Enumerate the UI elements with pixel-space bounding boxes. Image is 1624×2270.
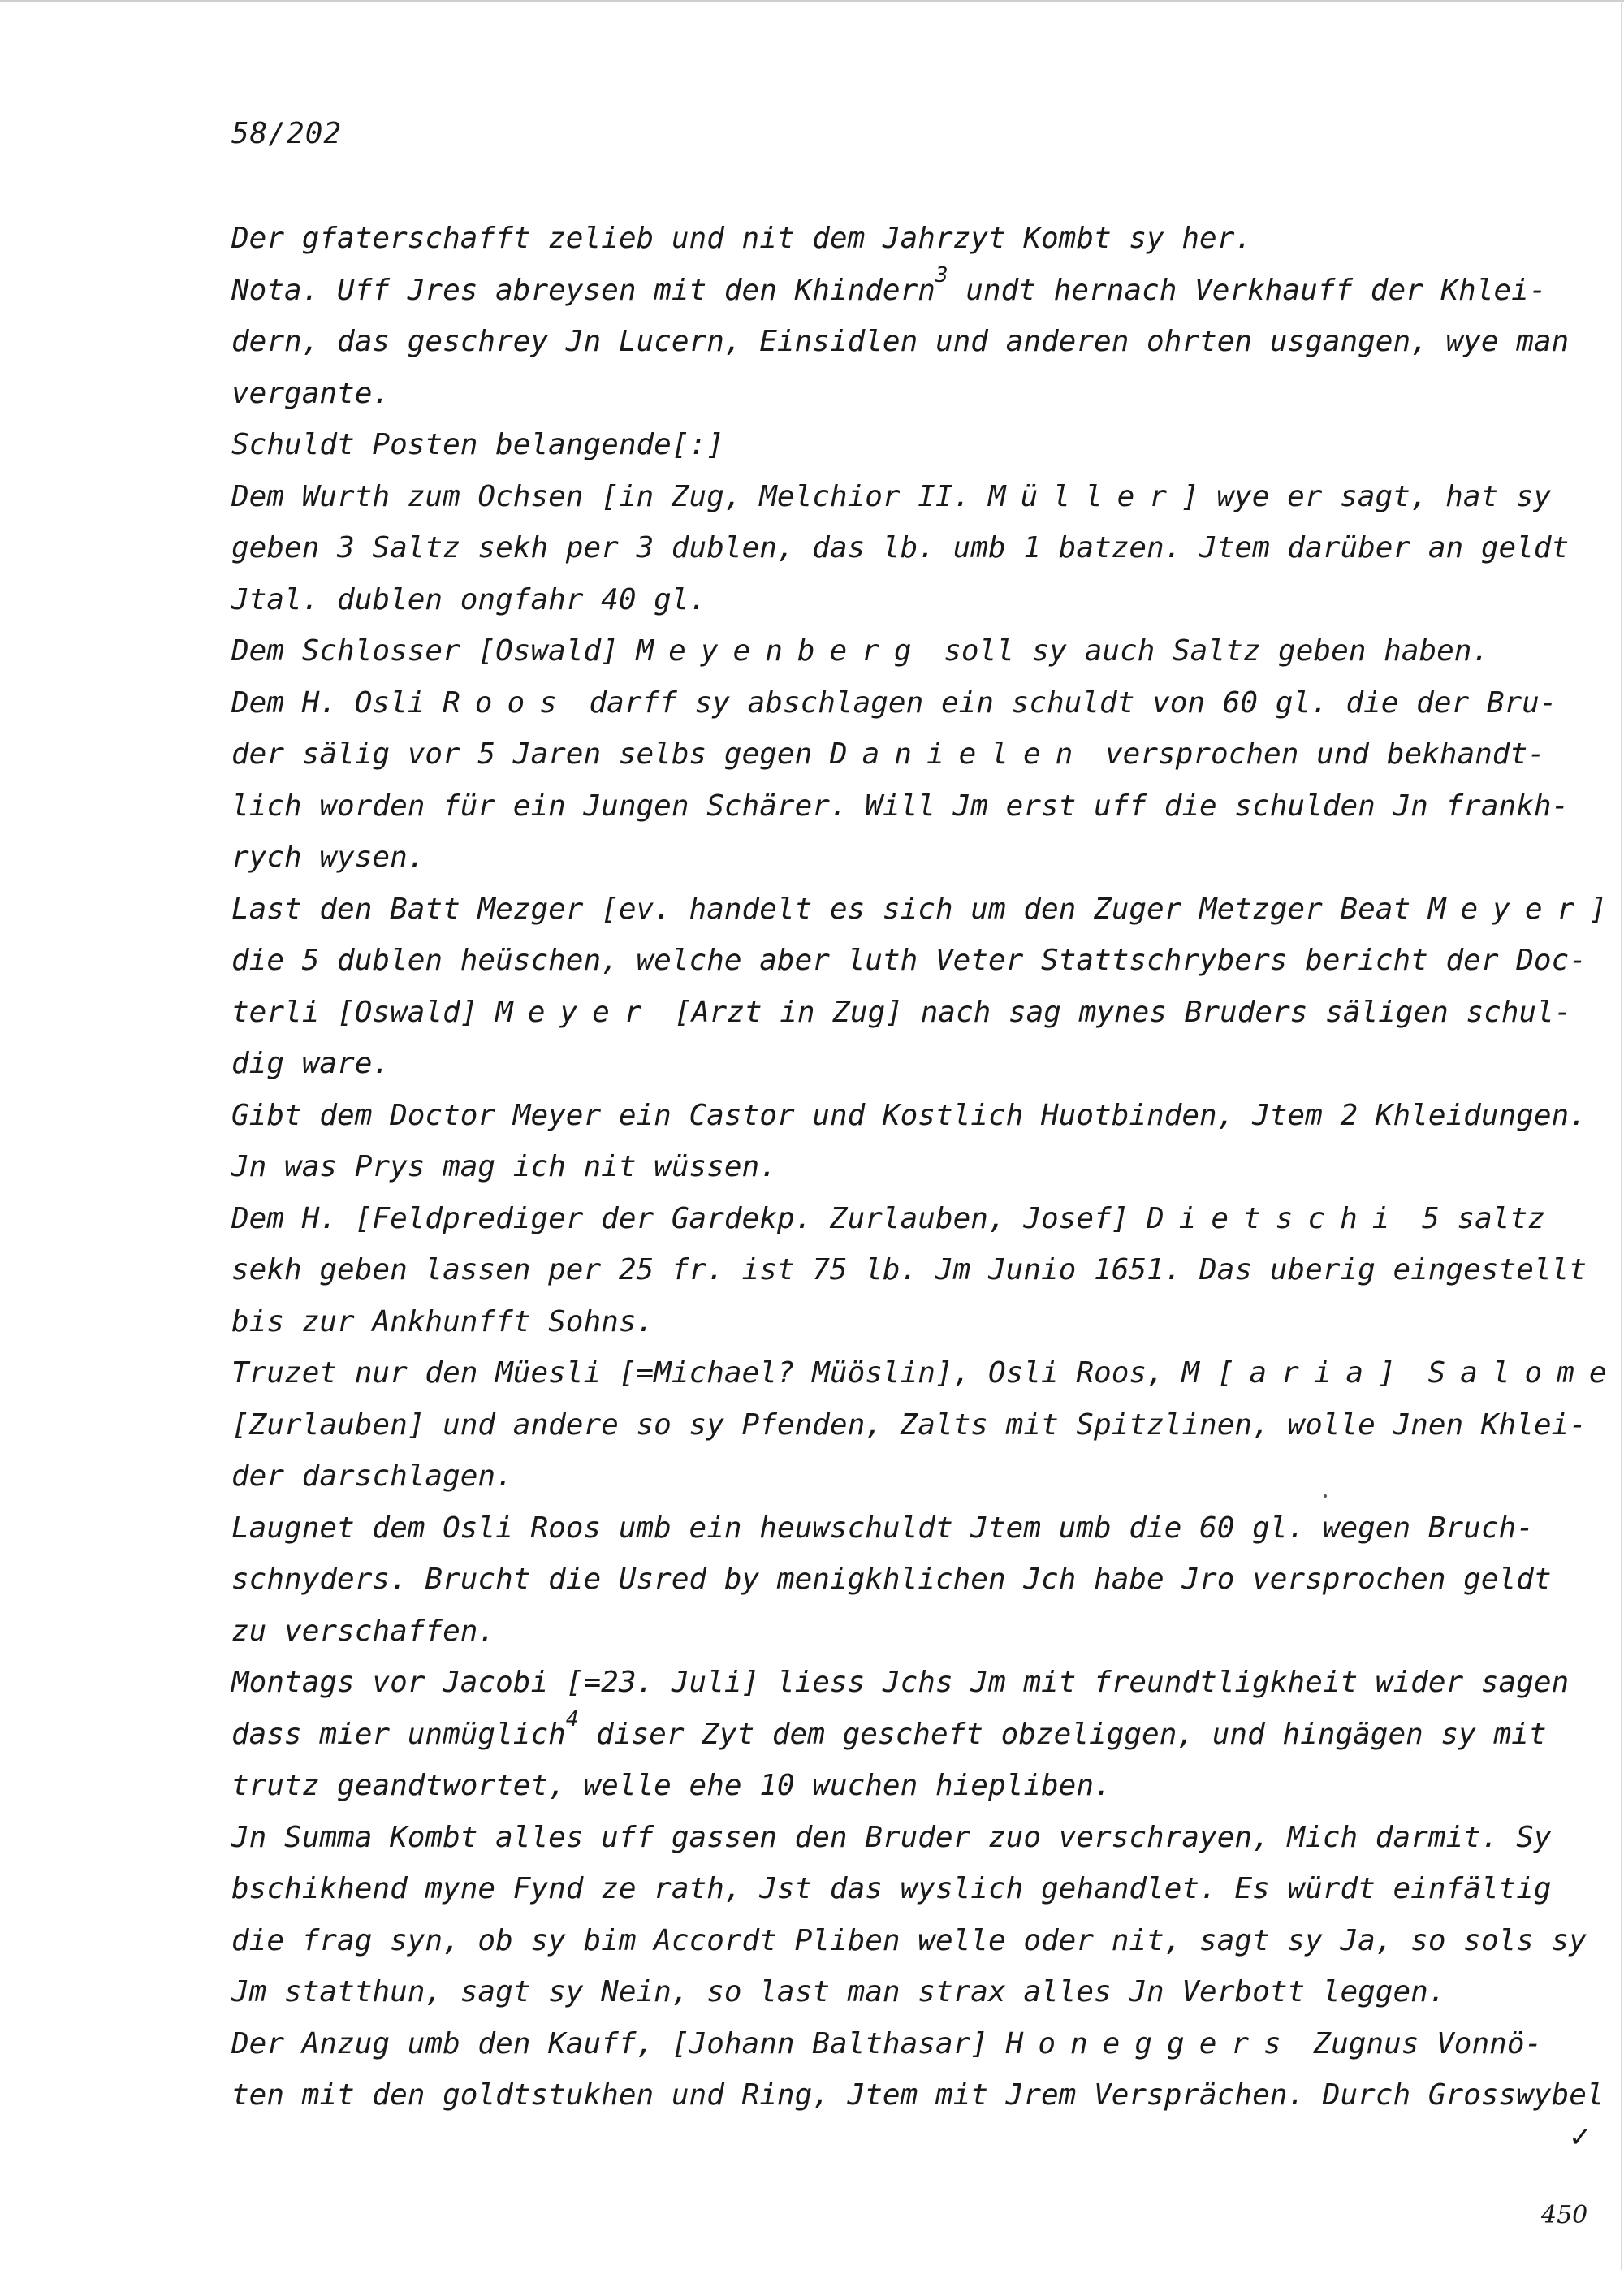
text-run: Truzet nur den Müesli [=Michael? Müöslin], Osli Roos, M [231, 1356, 1217, 1390]
spaced-name: Salome [1427, 1356, 1622, 1390]
text-run: dern, das geschrey Jn Lucern, Einsidlen und anderen ohrten usgangen, wye man [231, 325, 1570, 358]
text-line [231, 987, 1572, 1039]
text-line [231, 884, 1607, 936]
text-line [231, 1296, 1531, 1348]
text-run: ] wye er sagt, hat sy [1181, 479, 1552, 513]
text-line [231, 2018, 1543, 2070]
text-line [231, 1657, 1570, 1709]
spaced-name: Dietschi [1147, 1201, 1405, 1235]
text-line [231, 1503, 1534, 1554]
text-run: terli [Oswald] [231, 995, 496, 1029]
text-line [231, 1347, 1622, 1399]
handwritten-folio-number: 450 [1541, 2201, 1588, 2229]
text-run: Schuldt Posten belangende[:] [231, 428, 724, 461]
page-number: 58/202 [231, 117, 343, 150]
text-line [231, 1554, 1552, 1606]
text-run: Gibt dem Doctor Meyer ein Castor und Kostlich Huotbinden, Jtem 2 Khleidungen. [231, 1098, 1587, 1132]
text-run: der darschlagen. [231, 1459, 513, 1493]
text-run: [Zurlauben] und andere so sy Pfenden, Zalts mit Spitzlinen, wolle Jnen Khlei- [231, 1407, 1587, 1442]
text-line [231, 1760, 1531, 1812]
text-run: geben 3 Saltz sekh per 3 dublen, das lb. umb 1 batzen. Jtem darüber an geldt [231, 531, 1570, 564]
text-line [231, 316, 1570, 368]
text-run: Dem Wurth zum Ochsen [in Zug, Melchior II. [231, 479, 988, 513]
text-run: Laugnet dem Osli Roos umb ein heuwschuldt Jtem umb die 60 gl. wegen Bruch- [231, 1511, 1534, 1545]
text-line [231, 213, 1531, 265]
spaced-name: Honeggers [1005, 2026, 1296, 2060]
text-run: Der Anzug umb den Kauff, [Johann Balthasar] [231, 2026, 1006, 2060]
text-line [231, 574, 1531, 626]
text-run: bis zur Ankhunfft Sohns. [231, 1304, 654, 1338]
text-line [231, 1451, 1531, 1503]
text-run: Last den Batt Mezger [ev. handelt es sich um den Zuger Metzger Beat [231, 892, 1428, 926]
text-run: sekh geben lassen per 25 fr. ist 75 lb. Jm Junio 1651. Das uberig eingestellt [231, 1253, 1587, 1286]
text-run: 5 saltz [1404, 1201, 1545, 1235]
text-run: die frag syn, ob sy bim Accordt Pliben welle oder nit, sagt sy Ja, so sols sy [231, 1923, 1587, 1957]
text-run: Dem H. Osli [231, 685, 443, 720]
text-run: ten mit den goldtstukhen und Ring, Jtem mit Jrem Versprächen. Durch Grosswybel [231, 2078, 1605, 2112]
text-run: der sälig vor 5 Jaren selbs gegen [231, 737, 830, 771]
page-top-edge [0, 0, 1624, 2]
text-run: Montags vor Jacobi [=23. Juli] liess Jchs Jm mit freundtligkheit wider sagen [231, 1666, 1570, 1699]
handwritten-check-mark: ✓ [1569, 2121, 1592, 2154]
text-run: die 5 dublen heüschen, welche aber luth Veter Stattschrybers bericht der Doc- [231, 944, 1587, 977]
text-run: darff sy abschlagen ein schuldt von 60 gl. die der Bru- [571, 685, 1557, 720]
page-right-edge [1621, 0, 1622, 2270]
text-line [231, 1812, 1552, 1864]
text-line [231, 1966, 1531, 2018]
text-run: lich worden für ein Jungen Schärer. Will Jm erst uff die schulden Jn frankh- [231, 789, 1570, 823]
text-run: Dem H. [Feldprediger der Gardekp. Zurlauben, Josef] [231, 1201, 1147, 1235]
spaced-name: Meyer [495, 995, 657, 1029]
text-line [231, 677, 1557, 729]
text-run: vergante. [231, 376, 391, 410]
text-run: Der gfaterschafft zelieb und nit dem Jahrzyt Kombt sy her. [231, 222, 1253, 255]
text-run: bschikhend myne Fynd ze rath, Jst das wyslich gehandlet. Es würdt einfältig [231, 1872, 1552, 1905]
footnote-marker: 3 [935, 262, 948, 288]
text-run: zu verschaffen. [231, 1614, 496, 1648]
text-run: Jm statthun, sagt sy Nein, so last man strax alles Jn Verbott leggen. [231, 1975, 1446, 2008]
spaced-name: Roos [443, 685, 572, 720]
text-line [231, 522, 1570, 574]
text-run: Nota. Uff Jres abreysen mit den Khindern [231, 273, 935, 307]
text-line [231, 1193, 1545, 1245]
text-run: Jtal. dublen ongfahr 40 gl. [231, 582, 707, 616]
text-run [1410, 1356, 1428, 1390]
text-line [231, 1399, 1587, 1451]
text-run: dass mier unmüglich [231, 1717, 566, 1751]
text-line [231, 1141, 1531, 1193]
text-run: Jn was Prys mag ich nit wüssen. [231, 1150, 777, 1183]
spaced-name: Meyer [1427, 892, 1590, 926]
text-run: versprochen und bekhandt- [1087, 737, 1545, 771]
text-line [231, 729, 1545, 780]
text-line [231, 1606, 1531, 1658]
text-line [231, 1244, 1587, 1296]
text-line [231, 1863, 1552, 1915]
text-line [231, 1038, 1531, 1090]
text-line [231, 935, 1587, 987]
text-line [231, 832, 1531, 884]
spaced-name: Danielen [829, 737, 1088, 771]
text-line [231, 1915, 1587, 1967]
text-line [231, 419, 1531, 471]
text-run: diser Zyt dem gescheft obzeliggen, und hingägen sy mit [578, 1717, 1547, 1751]
text-line [231, 2069, 1605, 2121]
text-run: ] [1589, 892, 1607, 926]
text-line [231, 368, 1531, 420]
text-run: schnyders. Brucht die Usred by menigkhlichen Jch habe Jro versprochen geldt [231, 1563, 1552, 1596]
text-run: dig ware. [231, 1047, 391, 1080]
spaced-name: Meyenberg [636, 634, 926, 668]
text-line [231, 1090, 1587, 1142]
text-run: rych wysen. [231, 841, 425, 874]
text-run: trutz geandtwortet, welle ehe 10 wuchen hiepliben. [231, 1769, 1112, 1802]
text-line [231, 262, 1547, 317]
text-run: Dem Schlosser [Oswald] [231, 634, 637, 668]
transcription-body [231, 213, 1622, 2121]
text-line [231, 625, 1531, 677]
text-line [231, 1706, 1547, 1761]
footnote-marker: 4 [565, 1706, 579, 1732]
text-run: Jn Summa Kombt alles uff gassen den Bruder zuo verschrayen, Mich darmit. Sy [231, 1820, 1552, 1854]
spaced-name: Müller [987, 479, 1182, 513]
text-run: soll sy auch Saltz geben haben. [926, 634, 1490, 668]
text-run: undt hernach Verkhauff der Khlei- [948, 273, 1547, 307]
text-run: Zugnus Vonnö- [1295, 2026, 1543, 2060]
text-run: [Arzt in Zug] nach sag mynes Bruders säligen schul- [656, 995, 1572, 1029]
text-line [231, 471, 1552, 523]
scan-speck [1324, 1494, 1327, 1498]
spaced-name: [aria] [1216, 1356, 1410, 1390]
text-line [231, 780, 1570, 832]
